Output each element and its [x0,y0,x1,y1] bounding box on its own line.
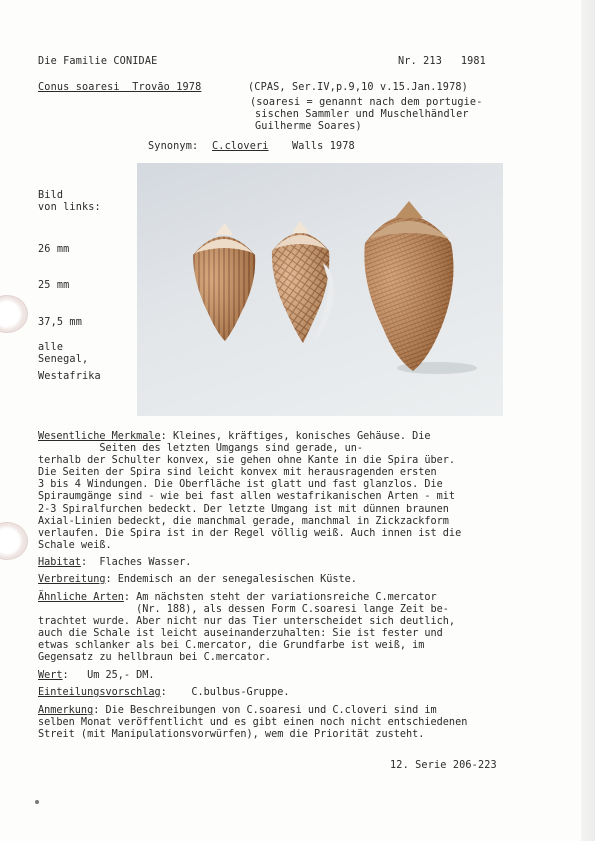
shell-illustration [137,163,503,416]
merkmale-line-1: Seiten des letzten Umgangs sind gerade, un- [38,443,364,455]
habitat-label: Habitat [38,557,81,568]
merkmale-line-4: 3 bis 4 Windungen. Die Oberfläche ist glatt und fast glanzlos. Die [38,479,443,491]
ink-dot [35,800,39,804]
synonym-label: Synonym: [148,141,199,152]
etymology-line-1: (soaresi = genannt nach dem portugie- [250,97,483,108]
locality-3: Westafrika [38,371,101,382]
merkmale-section [38,431,553,552]
anmerkung-line-0: : Die Beschreibungen von C.soaresi und C.cloveri sind im [93,705,437,716]
wert-text: : Um 25,- DM. [62,670,155,681]
merkmale-line-7: Axial-Linien bedeckt, die manchmal gerade, manchmal in Zickzackform [38,515,449,527]
aehnliche-line-3: auch die Schale ist leicht auseinanderzuhalten: Sie ist fester und [38,628,443,640]
merkmale-line-2: terhalb der Schulter konvex, sie gehen ohne Kante in die Spira über. [38,455,456,467]
size-right: 37,5 mm [38,317,82,328]
verbreitung-text: : Endemisch an der senegalesischen Küste. [105,574,357,585]
anmerkung-label: Anmerkung [38,705,94,716]
anmerkung-section [38,705,553,741]
aehnliche-line-2: trachtet wurde. Aber nicht nur das Tier unterscheidet sich deutlich, [38,616,456,628]
punch-hole-bottom [0,522,28,560]
locality-1: alle [38,342,64,353]
einteilung-section [38,687,553,699]
shell-left [193,223,255,341]
bild-label: Bild [38,190,64,201]
aehnliche-line-0: : Am nächsten steht der variationsreiche C.mercator [123,592,437,603]
aehnliche-line-5: Gegensatz zu hellbraun bei C.mercator. [38,652,272,664]
aehnliche-line-1: (Nr. 188), als dessen Form C.soaresi lange Zeit be- [38,604,449,616]
species-name: Conus soaresi Trovão 1978 [38,82,202,93]
einteilung-text: : C.bulbus-Gruppe. [160,687,290,698]
merkmale-line-3: Die Seiten der Spira sind leicht konvex mit herausragenden ersten [38,467,437,479]
merkmale-line-6: 2-3 Spiralfurchen bedeckt. Der letzte Umgang ist mit dünnen braunen [38,503,449,515]
serie-footer: 12. Serie 206-223 [390,760,497,771]
shell-photo [137,163,503,416]
family-title: Die Familie CONIDAE [38,56,158,67]
etymology-line-2: sischen Sammler und Muschelhändler [255,109,469,120]
anmerkung-line-1: selben Monat veröffentlicht und es gibt einen noch nicht entschiedenen [38,717,468,729]
wert-label: Wert [38,670,63,681]
merkmale-line-0: : Kleines, kräftiges, konisches Gehäuse. Die [160,431,431,442]
anmerkung-line-2: Streit (mit Manipulationsvorwürfen), wem die Priorität zusteht. [38,729,425,741]
synonym-name: C.cloveri [212,141,269,152]
etymology-line-3: Guilherme Soares) [255,121,362,132]
habitat-text: : Flaches Wasser. [80,557,192,568]
merkmale-line-9: Schale weiß. [38,539,112,551]
von-links-label: von links: [38,202,101,213]
locality-2: Senegal, [38,354,89,365]
citation: (CPAS, Ser.IV,p.9,10 v.15.Jan.1978) [248,82,468,93]
page-edge [581,0,595,841]
sheet-number: Nr. 213 1981 [398,56,486,67]
verbreitung-label: Verbreitung [38,574,106,585]
size-middle: 25 mm [38,280,70,291]
aehnliche-label: Ähnliche Arten [38,592,124,603]
synonym-author: Walls 1978 [292,141,355,152]
punch-hole-top [0,295,28,333]
habitat-section [38,557,553,569]
merkmale-line-5: Spiraumgänge sind - wie bei fast allen westafrikanischen Arten - mit [38,491,456,503]
wert-section [38,670,553,682]
merkmale-label: Wesentliche Merkmale [38,431,161,442]
aehnliche-line-4: etwas schlanker als bei C.mercator, die Grundfarbe ist weiß, im [38,640,425,652]
size-left: 26 mm [38,244,70,255]
verbreitung-section [38,574,553,586]
shell-right [364,201,453,371]
einteilung-label: Einteilungsvorschlag [38,687,161,698]
merkmale-line-8: verlaufen. Die Spira ist in der Regel völlig weiß. Auch innen ist die [38,527,462,539]
shell-middle [272,221,334,343]
aehnliche-section [38,592,553,665]
